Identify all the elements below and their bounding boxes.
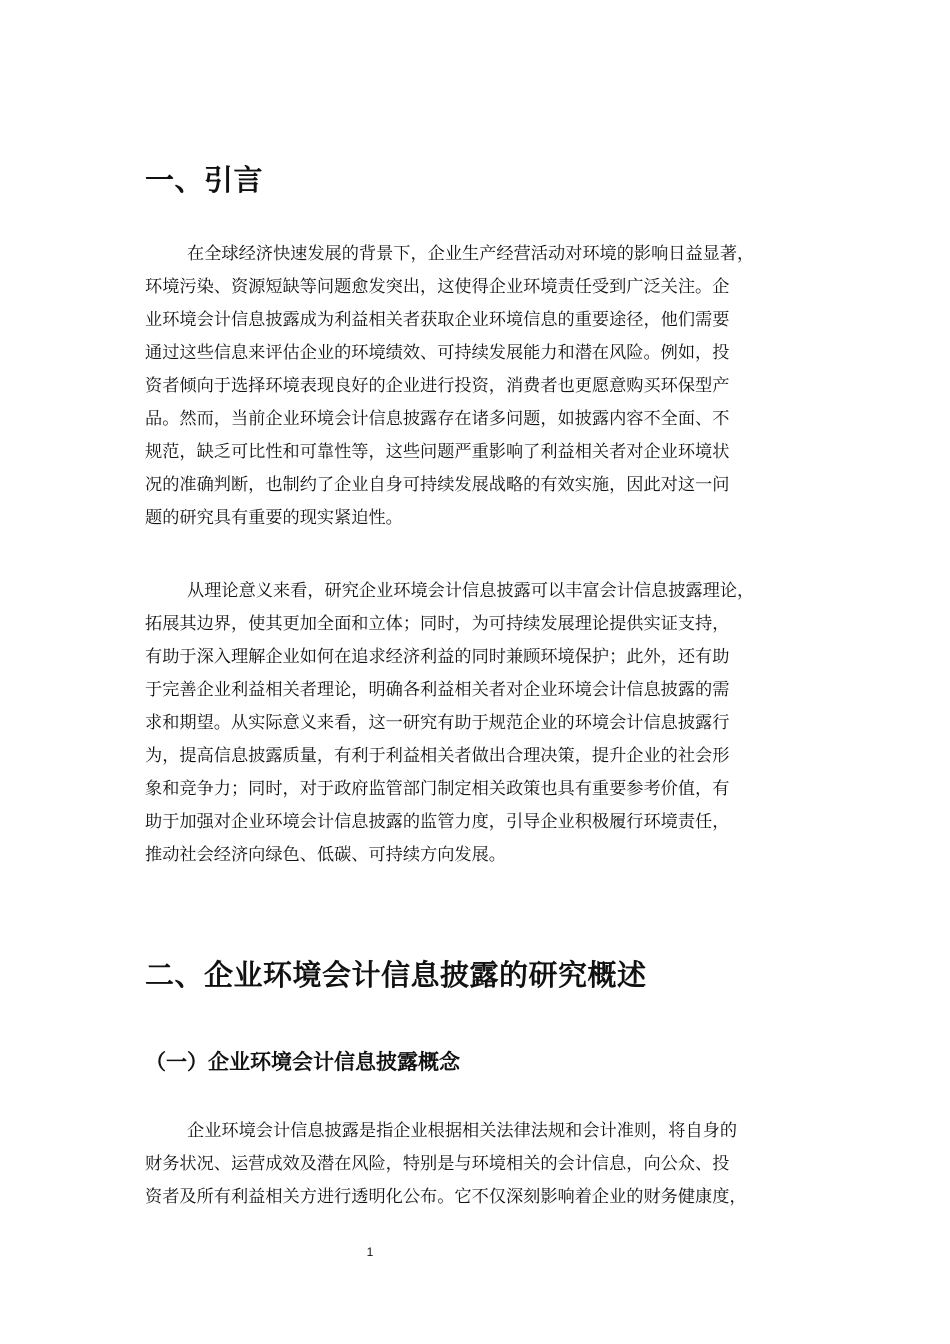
text-line: 求和期望。从实际意义来看，这一研究有助于规范企业的环境会计信息披露行 [145, 713, 730, 733]
text-line: 于完善企业利益相关者理论，明确各利益相关者对企业环境会计信息披露的需 [145, 680, 730, 700]
text-line: 资者及所有利益相关方进行透明化公布。它不仅深刻影响着企业的财务健康度， [145, 1187, 747, 1207]
text-line: 助于加强对企业环境会计信息披露的监管力度，引导企业积极履行环境责任， [145, 812, 730, 832]
introduction-paragraph-1 [145, 238, 810, 535]
text-line: 从理论意义来看，研究企业环境会计信息披露可以丰富会计信息披露理论， [187, 581, 755, 601]
text-line: 在全球经济快速发展的背景下，企业生产经营活动对环境的影响日益显著， [187, 244, 755, 264]
text-line: 拓展其边界，使其更加全面和立体；同时，为可持续发展理论提供实证支持， [145, 614, 730, 634]
text-line: 况的准确判断，也制约了企业自身可持续发展战略的有效实施，因此对这一问 [145, 475, 730, 495]
text-line: 业环境会计信息披露成为利益相关者获取企业环境信息的重要途径，他们需要 [145, 310, 730, 330]
text-line: 财务状况、运营成效及潜在风险，特别是与环境相关的会计信息，向公众、投 [145, 1154, 730, 1174]
text-line: 题的研究具有重要的现实紧迫性。 [145, 508, 403, 528]
text-line: 通过这些信息来评估企业的环境绩效、可持续发展能力和潜在风险。例如，投 [145, 343, 730, 363]
section-heading-research-overview: 二、企业环境会计信息披露的研究概述 [145, 958, 647, 992]
text-line: 规范，缺乏可比性和可靠性等，这些问题严重影响了利益相关者对企业环境状 [145, 442, 730, 462]
introduction-paragraph-2 [145, 575, 810, 872]
text-line: 推动社会经济向绿色、低碳、可持续方向发展。 [145, 845, 506, 865]
page-number: 1 [366, 1245, 374, 1259]
subsection-heading-concept: （一）企业环境会计信息披露概念 [145, 1050, 460, 1074]
section-heading-introduction: 一、引言 [145, 163, 264, 197]
text-line: 资者倾向于选择环境表现良好的企业进行投资，消费者也更愿意购买环保型产 [145, 376, 730, 396]
text-line: 品。然而，当前企业环境会计信息披露存在诸多问题，如披露内容不全面、不 [145, 409, 730, 429]
text-line: 企业环境会计信息披露是指企业根据相关法律法规和会计准则，将自身的 [187, 1121, 738, 1141]
concept-paragraph-1 [145, 1115, 810, 1214]
text-line: 象和竞争力；同时，对于政府监管部门制定相关政策也具有重要参考价值，有 [145, 779, 730, 799]
text-line: 有助于深入理解企业如何在追求经济利益的同时兼顾环境保护；此外，还有助 [145, 647, 730, 667]
text-line: 环境污染、资源短缺等问题愈发突出，这使得企业环境责任受到广泛关注。企 [145, 277, 730, 297]
text-line: 为，提高信息披露质量，有利于利益相关者做出合理决策，提升企业的社会形 [145, 746, 730, 766]
